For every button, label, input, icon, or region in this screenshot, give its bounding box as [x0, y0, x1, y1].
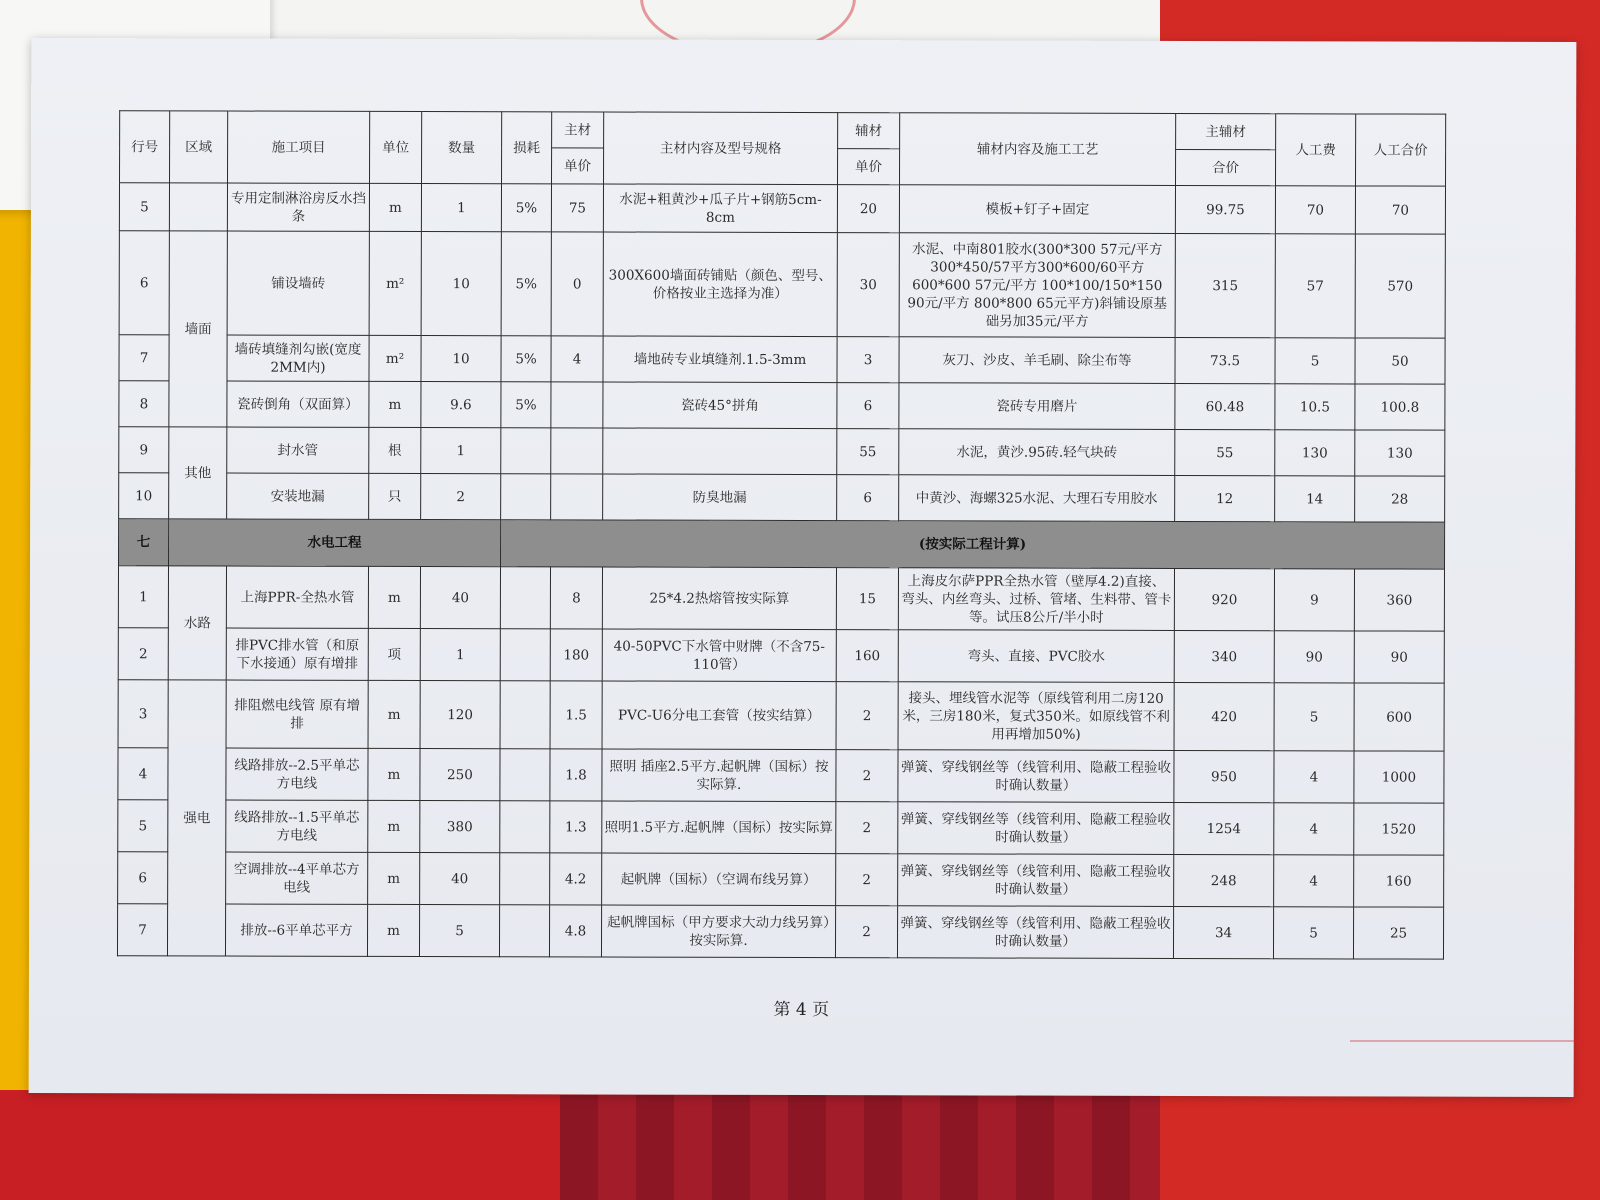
cell-main-price: 180 [550, 629, 602, 681]
cell-total: 34 [1173, 906, 1273, 958]
cell-qty: 1 [421, 184, 501, 232]
background-fabric-dark [560, 1095, 1160, 1200]
cell-qty: 2 [421, 474, 501, 520]
cell-labor-total: 130 [1355, 430, 1445, 476]
cell-labor-total: 160 [1354, 855, 1444, 907]
cell-unit: m [368, 748, 420, 800]
cell-total: 1254 [1174, 802, 1274, 854]
cell-no: 2 [118, 628, 168, 680]
cell-labor: 130 [1275, 430, 1355, 476]
cell-labor-total: 70 [1355, 186, 1445, 234]
cell-no: 1 [118, 566, 168, 628]
cell-main-spec: 25*4.2热熔管按实际算 [602, 567, 836, 630]
cell-loss [500, 629, 550, 681]
cell-main-price: 8 [550, 567, 602, 629]
table-header-row [120, 111, 1446, 150]
cell-labor: 4 [1274, 803, 1354, 855]
cell-area: 其他 [169, 427, 227, 519]
cell-aux-price: 3 [837, 337, 899, 383]
table-row [119, 183, 1445, 234]
cell-qty: 40 [420, 852, 500, 904]
cell-aux-price: 6 [837, 475, 899, 521]
cell-loss [501, 428, 551, 474]
cell-qty: 250 [420, 748, 500, 800]
background-fabric-red [0, 1090, 560, 1200]
cell-no: 9 [119, 427, 169, 473]
cell-main-price: 0 [551, 232, 603, 336]
header-cell: 单位 [370, 111, 422, 183]
header-cell: 损耗 [502, 112, 552, 184]
cell-aux-spec: 上海皮尔萨PPR全热水管（壁厚4.2)直接、弯头、内丝弯头、过桥、管堵、生料带、管卡等。试压8公斤/半小时 [898, 568, 1174, 631]
cell-aux-price: 2 [836, 854, 898, 906]
section-row [119, 519, 1445, 569]
cell-labor-total: 100.8 [1355, 384, 1445, 430]
cell-labor: 10.5 [1275, 384, 1355, 430]
cell-qty: 10 [421, 336, 501, 382]
cell-total: 60.48 [1175, 383, 1275, 429]
cell-aux-spec: 弹簧、穿线钢丝等（线管利用、隐蔽工程验收时确认数量） [898, 854, 1174, 907]
table-row [118, 800, 1444, 855]
header-cell: 辅材内容及施工工艺 [900, 113, 1176, 186]
cell-labor-total: 1520 [1354, 803, 1444, 855]
cell-labor-total: 600 [1354, 683, 1444, 751]
cell-unit: 根 [369, 427, 421, 473]
header-cell: 行号 [120, 111, 170, 183]
cell-qty: 10 [421, 232, 501, 336]
cell-loss [501, 474, 551, 520]
cell-labor-total: 90 [1354, 631, 1444, 683]
cell-unit: m² [369, 335, 421, 381]
cell-unit: m [368, 566, 420, 628]
cell-item: 排PVC排水管（和原下水接通）原有增排 [226, 628, 368, 680]
cell-labor-total: 50 [1355, 338, 1445, 384]
cell-loss [499, 905, 549, 957]
cell-labor: 90 [1274, 631, 1354, 683]
cell-main-spec: 防臭地漏 [603, 474, 837, 521]
header-cell: 单价 [552, 148, 604, 184]
cell-main-price [551, 382, 603, 428]
cell-no: 3 [118, 680, 168, 748]
cell-labor: 4 [1274, 751, 1354, 803]
section-note: (按实际工程计算) [501, 520, 1445, 569]
cell-main-price: 4 [551, 336, 603, 382]
cell-qty: 40 [420, 566, 500, 628]
cell-main-spec [603, 428, 837, 475]
cell-total: 315 [1175, 233, 1275, 337]
cell-main-spec: 墙地砖专业填缝剂.1.5-3mm [603, 336, 837, 383]
cell-loss: 5% [501, 184, 551, 232]
header-cell: 辅材 [838, 113, 900, 149]
cell-item: 封水管 [227, 427, 369, 473]
cell-item: 线路排放--1.5平单芯方电线 [226, 800, 368, 852]
cell-labor: 70 [1275, 186, 1355, 234]
cell-main-spec: 起帆牌国标（甲方要求大动力线另算）按实际算. [601, 905, 835, 958]
cell-aux-price: 2 [836, 750, 898, 802]
header-cell: 单价 [838, 149, 900, 185]
cell-aux-price: 30 [837, 233, 899, 337]
cell-total: 55 [1175, 429, 1275, 475]
cell-main-price: 4.2 [550, 853, 602, 905]
table-row [118, 748, 1444, 803]
cell-aux-price: 15 [836, 568, 898, 630]
cell-area [169, 183, 227, 231]
cell-unit: m [368, 680, 420, 748]
cell-labor: 5 [1273, 907, 1353, 959]
cell-qty: 9.6 [421, 382, 501, 428]
cell-loss [500, 749, 550, 801]
cell-aux-spec: 弯头、直接、PVC胶水 [898, 630, 1174, 683]
cell-item: 专用定制淋浴房反水挡条 [227, 183, 369, 231]
cell-main-price: 1.5 [550, 681, 602, 749]
cell-aux-spec: 灰刀、沙皮、羊毛刷、除尘布等 [899, 337, 1175, 384]
cell-aux-price: 2 [836, 802, 898, 854]
cell-labor: 14 [1275, 476, 1355, 522]
table-row [118, 680, 1444, 751]
cell-item: 线路排放--2.5平单芯方电线 [226, 748, 368, 800]
cell-no: 5 [119, 183, 169, 231]
cell-item: 墙砖填缝剂勾嵌(宽度2MM内) [227, 335, 369, 381]
cell-qty: 1 [420, 628, 500, 680]
cell-item: 排放--6平单芯平方 [225, 904, 367, 956]
cell-labor-total: 570 [1355, 234, 1445, 338]
cell-aux-spec: 瓷砖专用磨片 [899, 383, 1175, 430]
cell-main-spec: PVC-U6分电工套管（按实结算） [602, 681, 836, 750]
table-row [119, 473, 1445, 522]
table-row [119, 427, 1445, 476]
cell-total: 248 [1174, 854, 1274, 906]
cell-unit: 只 [369, 473, 421, 519]
cell-loss [500, 853, 550, 905]
cell-loss [500, 801, 550, 853]
cell-aux-spec: 弹簧、穿线钢丝等（线管利用、隐蔽工程验收时确认数量） [898, 802, 1174, 855]
cell-no: 6 [119, 231, 169, 335]
table-row [119, 231, 1445, 338]
cell-item: 铺设墙砖 [227, 231, 369, 335]
cell-qty: 120 [420, 680, 500, 748]
header-cell: 人工合价 [1356, 114, 1446, 186]
cell-no: 5 [118, 800, 168, 852]
cell-aux-price: 55 [837, 429, 899, 475]
cell-total: 950 [1174, 750, 1274, 802]
table-row [119, 335, 1445, 384]
cell-area: 墙面 [169, 231, 228, 427]
cell-main-price [551, 428, 603, 474]
cell-loss [500, 567, 550, 629]
table-row [117, 904, 1443, 959]
section-number: 七 [119, 519, 169, 566]
cell-labor: 4 [1274, 855, 1354, 907]
cell-no: 10 [119, 473, 169, 519]
cell-item: 安装地漏 [227, 473, 369, 519]
cell-labor-total: 25 [1353, 907, 1443, 959]
cell-main-spec: 起帆牌（国标）（空调布线另算） [602, 853, 836, 906]
cell-aux-spec: 模板+钉子+固定 [899, 185, 1175, 234]
cell-aux-price: 2 [835, 906, 897, 958]
cell-no: 7 [119, 335, 169, 381]
cell-item: 上海PPR-全热水管 [226, 566, 368, 628]
table-row [118, 566, 1444, 631]
cell-main-spec: 照明 插座2.5平方.起帆牌（国标）按实际算. [602, 749, 836, 802]
cell-main-spec: 水泥+粗黄沙+瓜子片+钢筋5cm-8cm [603, 184, 837, 233]
table-row [118, 852, 1444, 907]
header-cell: 人工费 [1276, 114, 1356, 186]
table-row [119, 381, 1445, 430]
cell-aux-spec: 弹簧、穿线钢丝等（线管利用、隐蔽工程验收时确认数量） [898, 750, 1174, 803]
cell-no: 4 [118, 748, 168, 800]
table-row [118, 628, 1444, 683]
cell-main-price: 1.8 [550, 749, 602, 801]
cell-qty: 1 [421, 428, 501, 474]
section-title: 水电工程 [169, 519, 501, 567]
cell-qty: 380 [420, 800, 500, 852]
cell-aux-spec: 接头、埋线管水泥等（原线管利用二房120米，三房180米，复式350米。如原线管不利用再增加50%) [898, 682, 1174, 751]
cell-main-price: 1.3 [550, 801, 602, 853]
cell-qty: 5 [419, 904, 499, 956]
cell-item: 排阻燃电线管 原有增排 [226, 680, 368, 748]
cell-main-spec: 照明1.5平方.起帆牌（国标）按实际算 [602, 801, 836, 854]
cell-unit: m [368, 852, 420, 904]
cell-unit: m [369, 381, 421, 427]
cell-unit: 项 [368, 628, 420, 680]
cell-aux-spec: 弹簧、穿线钢丝等（线管利用、隐蔽工程验收时确认数量） [897, 906, 1173, 959]
quotation-table [117, 110, 1446, 959]
header-cell: 施工项目 [228, 111, 370, 183]
red-seal-stamp-bottom [1350, 1040, 1580, 1092]
cell-total: 99.75 [1175, 185, 1275, 233]
header-cell: 数量 [422, 112, 502, 184]
header-cell: 区域 [170, 111, 228, 183]
cell-aux-spec: 水泥，黄沙.95砖.轻气块砖 [899, 429, 1175, 476]
cell-area: 水路 [168, 566, 226, 680]
cell-loss: 5% [501, 232, 551, 336]
document-page [29, 38, 1577, 1097]
cell-labor: 9 [1274, 569, 1354, 631]
cell-aux-price: 6 [837, 383, 899, 429]
cell-main-spec: 瓷砖45°拼角 [603, 382, 837, 429]
cell-unit: m [367, 904, 419, 956]
page-number: 第 4 页 [773, 999, 830, 1021]
cell-main-spec: 40-50PVC下水管中财牌（不含75-110管） [602, 629, 836, 682]
cell-no: 6 [118, 852, 168, 904]
cell-total: 420 [1174, 682, 1274, 750]
cell-loss: 5% [501, 336, 551, 382]
cell-total: 920 [1174, 568, 1274, 630]
cell-labor-total: 360 [1354, 569, 1444, 631]
cell-loss: 5% [501, 382, 551, 428]
cell-unit: m² [369, 231, 421, 335]
cell-main-price [551, 474, 603, 520]
cell-labor-total: 1000 [1354, 751, 1444, 803]
header-cell: 主材内容及型号规格 [604, 112, 838, 185]
cell-total: 73.5 [1175, 337, 1275, 383]
cell-main-price: 4.8 [549, 905, 601, 957]
header-cell: 主辅材 [1176, 113, 1276, 149]
cell-aux-spec: 水泥、中南801胶水(300*300 57元/平方 300*450/57平方300*600/60平方 600*600 57元/平方 100*100/150*150 90元/平方 800*800 65元平方)斜铺设原基础另加35元/平方 [899, 233, 1175, 338]
cell-item: 空调排放--4平单芯方电线 [226, 852, 368, 904]
cell-no: 7 [117, 904, 167, 956]
cell-aux-price: 2 [836, 682, 898, 750]
cell-aux-price: 20 [837, 185, 899, 233]
cell-item: 瓷砖倒角（双面算） [227, 381, 369, 427]
cell-loss [500, 681, 550, 749]
cell-labor: 57 [1275, 234, 1355, 338]
cell-labor-total: 28 [1355, 476, 1445, 522]
cell-labor: 5 [1274, 683, 1354, 751]
cell-total: 12 [1175, 475, 1275, 521]
cell-main-price: 75 [551, 184, 603, 232]
cell-labor: 5 [1275, 338, 1355, 384]
cell-area: 强电 [167, 680, 226, 956]
header-cell: 主材 [552, 112, 604, 148]
cell-total: 340 [1174, 630, 1274, 682]
cell-unit: m [368, 800, 420, 852]
cell-unit: m [369, 183, 421, 231]
cell-main-spec: 300X600墙面砖铺贴（颜色、型号、价格按业主选择为准） [603, 232, 837, 337]
cell-aux-spec: 中黄沙、海螺325水泥、大理石专用胶水 [899, 475, 1175, 522]
cell-aux-price: 160 [836, 630, 898, 682]
header-cell: 合价 [1176, 149, 1276, 185]
cell-no: 8 [119, 381, 169, 427]
